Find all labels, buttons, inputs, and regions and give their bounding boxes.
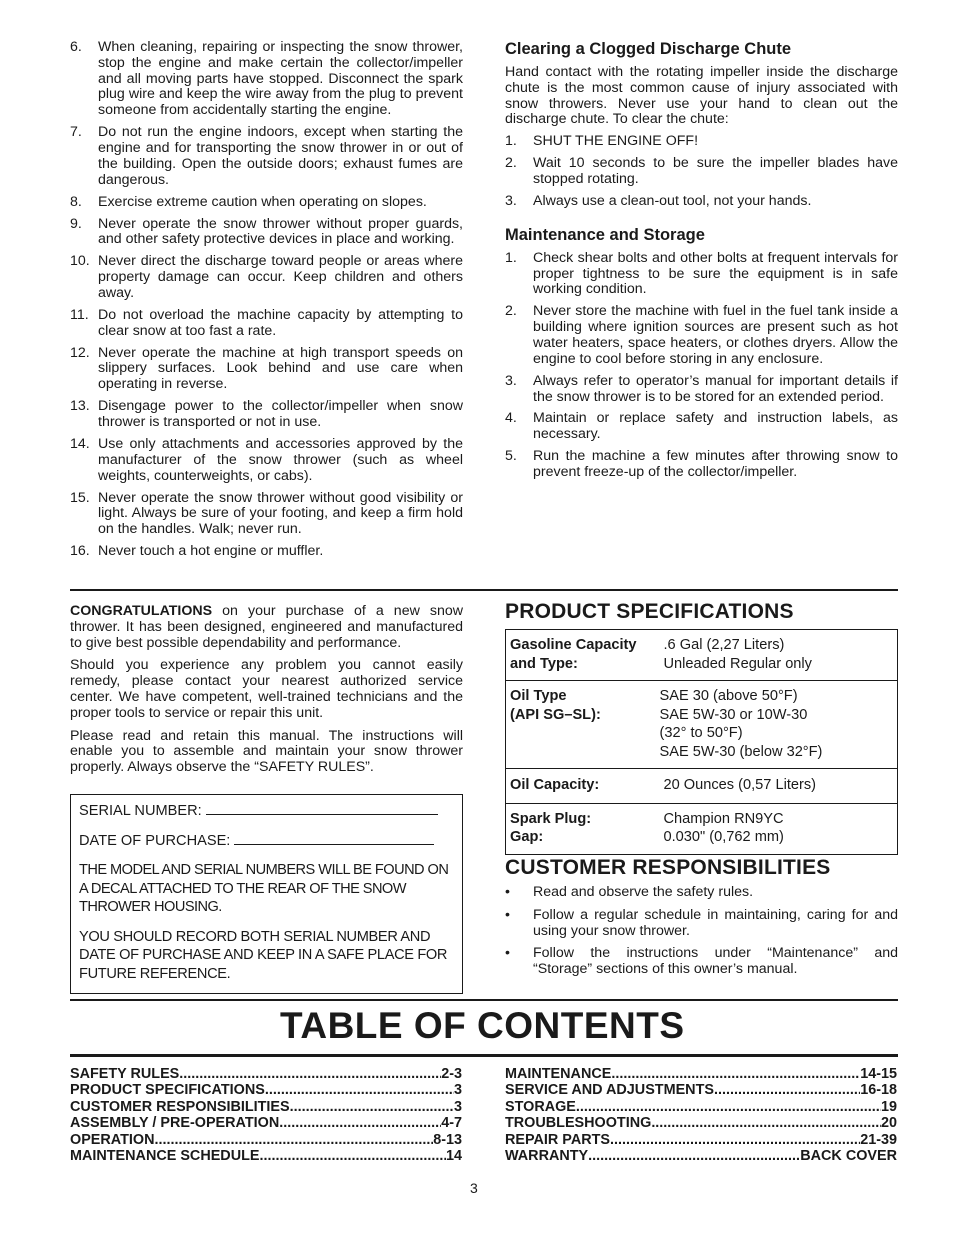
toc-right-column (505, 1066, 897, 1164)
service-paragraph: Should you experience any problem you cannot easily remedy, please contact your nearest authorized service center. We have competent, well-trained technicians and the proper tools to service or repair this unit. (70, 657, 463, 721)
table-row: Spark Plug: Gap: Champion RN9YC 0.030" (0,762 mm) (506, 803, 898, 854)
serial-number-line: SERIAL NUMBER: (79, 802, 454, 821)
intro-text (70, 604, 463, 783)
list-item: 2. Wait 10 seconds to be sure the impeller blades have stopped rotating. (505, 155, 898, 187)
list-item: 4. Maintain or replace safety and instruction labels, as necessary. (505, 410, 898, 443)
list-item: • Read and observe the safety rules. (505, 884, 754, 900)
customer-responsibilities (505, 856, 898, 985)
list-item: 7. Do not run the engine indoors, except when starting the engine and for transporting the snow thrower in or out of the building. Open the outside doors; exhaust fumes are dangerous. (70, 124, 463, 188)
table-row: Oil Type (API SG–SL): SAE 30 (above 50°F) SAE 5W-30 or 10W-30 (32° to 50°F) SAE 5W-30 (below 32°F) (506, 681, 898, 769)
maintenance-storage-heading: Maintenance and Storage (505, 225, 705, 244)
section-divider (70, 1054, 898, 1057)
list-item: 5. Run the machine a few minutes after throwing snow to prevent freeze-up of the collector/impeller. (505, 448, 898, 481)
list-item: 8. Exercise extreme caution when operating on slopes. (70, 193, 427, 210)
list-item: 9. Never operate the snow thrower without proper guards, and other safety protective devices in place and working. (70, 215, 463, 248)
safety-rules-list (70, 40, 463, 566)
product-specifications-heading: PRODUCT SPECIFICATIONS (505, 600, 794, 623)
toc-entry[interactable]: OPERATION ..... 8-13 (70, 1132, 462, 1148)
toc-entry[interactable]: MAINTENANCE SCHEDULE ..... 14 (70, 1148, 462, 1164)
list-item: 14. Use only attachments and accessories approved by the manufacturer of the snow thrower (such as wheel weights, counterweights, or cabs). (70, 436, 463, 484)
right-column-top (505, 40, 898, 487)
maintenance-storage-steps (505, 251, 898, 481)
list-item: 1. Check shear bolts and other bolts at frequent intervals for proper tightness to be sure the equipment is in safe working condition. (505, 249, 898, 298)
list-item: 11. Do not overload the machine capacity by attempting to clear snow at too fast a rate. (70, 306, 463, 339)
serial-number-field[interactable] (206, 803, 438, 815)
list-item: 3. Always use a clean-out tool, not your hands. (505, 192, 812, 209)
list-item: 3. Always refer to operator’s manual for important details if the snow thrower is to be stored for an extended period. (505, 372, 898, 405)
page-number: 3 (470, 1180, 478, 1196)
retain-manual-paragraph: Please read and retain this manual. The instructions will enable you to assemble and maintain your snow thrower properly. Always observe the “SAFETY RULES”. (70, 727, 463, 776)
spec-table (505, 629, 898, 855)
list-item: 13. Disengage power to the collector/impeller when snow thrower is transported or not in use. (70, 398, 463, 431)
list-item: 16. Never touch a hot engine or muffler. (70, 543, 324, 560)
list-item: • Follow the instructions under “Maintenance” and “Storage” sections of this owner’s manual. (505, 945, 898, 978)
clogged-chute-steps (505, 134, 898, 210)
toc-left-column (70, 1066, 462, 1164)
list-item: 15. Never operate the snow thrower without good visibility or light. Always be sure of your footing, and keep a firm hold on the handles. Walk; never run. (70, 489, 463, 538)
record-note: YOU SHOULD RECORD BOTH SERIAL NUMBER AND DATE OF PURCHASE AND KEEP IN A SAFE PLACE FOR FUTURE REFERENCE. (79, 928, 448, 982)
section-divider (70, 999, 898, 1001)
list-item: 12. Never operate the machine at high transport speeds on slippery surfaces. Look behind and use care when operating in reverse. (70, 344, 463, 393)
toc-entry[interactable]: SAFETY RULES ..... 2-3 (70, 1066, 462, 1082)
toc-entry[interactable]: SERVICE AND ADJUSTMENTS ..... 16-18 (505, 1082, 897, 1098)
toc-entry[interactable]: REPAIR PARTS ..... 21-39 (505, 1132, 897, 1148)
section-divider (70, 589, 898, 591)
congratulations-paragraph: CONGRATULATIONS on your purchase of a new snow thrower. It has been designed, engineered and manufactured to give best possible dependability and performance. (70, 603, 463, 651)
toc-entry[interactable]: MAINTENANCE ..... 14-15 (505, 1066, 897, 1082)
decal-note: THE MODEL AND SERIAL NUMBERS WILL BE FOUND ON A DECAL ATTACHED TO THE REAR OF THE SNOW THROWER HOUSING. (79, 862, 449, 915)
clogged-chute-intro: Hand contact with the rotating impeller inside the discharge chute is the most common cause of injury associated with snow throwers. Never use your hand to clean out the discharge chute. To clear the chute: (505, 64, 898, 128)
toc-entry[interactable]: PRODUCT SPECIFICATIONS ..... 3 (70, 1082, 462, 1098)
table-row: Gasoline Capacity and Type: .6 Gal (2,27 Liters) Unleaded Regular only (506, 630, 898, 681)
table-row: Oil Capacity: 20 Ounces (0,57 Liters) (506, 769, 898, 804)
serial-number-box (70, 794, 463, 994)
customer-responsibilities-heading: CUSTOMER RESPONSIBILITIES (505, 856, 831, 879)
clogged-chute-heading: Clearing a Clogged Discharge Chute (505, 40, 792, 58)
list-item: 6. When cleaning, repairing or inspecting the snow thrower, stop the engine and make certain the collector/impeller and all moving parts have stopped. Disconnect the spark plug wire and keep the wire away from the plug to prevent someone from accidentally starting the engine. (70, 39, 463, 119)
list-item: 10. Never direct the discharge toward people or areas where property damage can occur. Keep children and others away. (70, 253, 463, 301)
list-item: • Follow a regular schedule in maintaining, caring for and using your snow thrower. (505, 906, 898, 939)
list-item: 1. SHUT THE ENGINE OFF! (505, 133, 699, 150)
product-specifications (505, 600, 898, 855)
list-item: 2. Never store the machine with fuel in the fuel tank inside a building where ignition sources are present such as hot water heaters, space heaters, or clothes dryers. Allow the engine to cool before storing in any enclosure. (505, 303, 898, 367)
toc-entry[interactable]: STORAGE ..... 19 (505, 1099, 897, 1115)
toc-entry[interactable]: CUSTOMER RESPONSIBILITIES ..... 3 (70, 1099, 462, 1115)
date-of-purchase-field[interactable] (234, 833, 434, 845)
toc-entry[interactable]: TROUBLESHOOTING ..... 20 (505, 1115, 897, 1131)
toc-entry[interactable]: ASSEMBLY / PRE-OPERATION ..... 4-7 (70, 1115, 462, 1131)
toc-title: TABLE OF CONTENTS (280, 1005, 685, 1046)
date-of-purchase-line: DATE OF PURCHASE: (79, 832, 454, 851)
toc-entry[interactable]: WARRANTY ..... BACK COVER (505, 1148, 897, 1164)
